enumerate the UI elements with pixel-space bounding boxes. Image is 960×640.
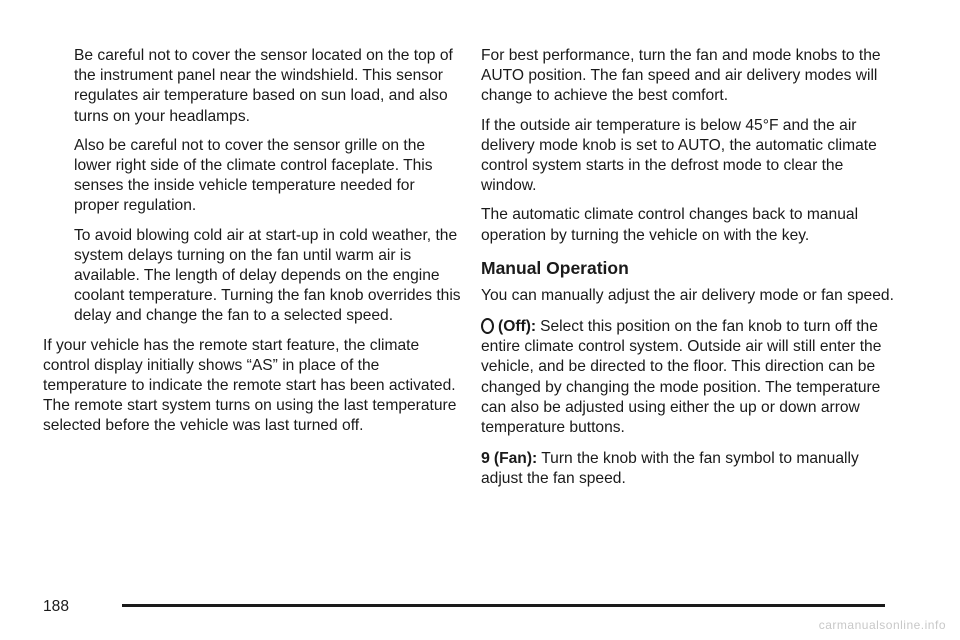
off-term: (Off):: [498, 318, 537, 336]
sensor-grille-paragraph: Also be careful not to cover the sensor grille on the lower right side of the climate control faceplate. This senses the inside vehicle temperature needed for proper regulation.: [74, 136, 433, 215]
best-performance-paragraph: For best performance, turn the fan and mode knobs to the AUTO position. The fan speed and air delivery modes will change to achieve the best comfort.: [481, 47, 881, 105]
footer-rule: [122, 604, 885, 607]
off-description: Select this position on the fan knob to turn off the entire climate control system. Outside air will still enter the vehicle, and be directed to the floor. This direction can be changed by changing the mode position. The temperature can also be adjusted using either the up or down arrow temperature buttons.: [481, 318, 882, 437]
manual-return-paragraph: The automatic climate control changes back to manual operation by turning the vehicle on with the key.: [481, 206, 859, 244]
off-item: [481, 317, 901, 438]
cold-start-paragraph: To avoid blowing cold air at start-up in cold weather, the system delays turning on the fan until warm air is available. The length of delay depends on the engine coolant temperature. Turning the fan knob overrides this delay and change the fan to a selected speed.: [74, 226, 461, 325]
sensor-warning-paragraph: Be careful not to cover the sensor located on the top of the instrument panel near the windshield. This sensor regulates air temperature based on sun load, and also turns on your headlamps.: [74, 47, 453, 125]
left-column: [43, 46, 461, 446]
page-number: 188: [43, 598, 70, 615]
fan-icon: 9: [481, 450, 490, 468]
watermark: carmanualsonline.info: [818, 618, 946, 632]
manual-intro-paragraph: You can manually adjust the air delivery mode or fan speed.: [481, 286, 894, 304]
manual-operation-heading: Manual Operation: [481, 257, 629, 278]
fan-term: (Fan):: [493, 450, 538, 468]
off-circle-icon: [481, 318, 494, 334]
outside-temp-paragraph: If the outside air temperature is below 45°F and the air delivery mode knob is set to AUTO, the automatic climate control system starts in the defrost mode to clear the window.: [481, 116, 877, 195]
fan-description: Turn the knob with the fan symbol to manually adjust the fan speed.: [481, 450, 859, 488]
fan-item: [481, 449, 901, 489]
right-column: [481, 46, 901, 499]
remote-start-paragraph: If your vehicle has the remote start feature, the climate control display initially shows “AS” in place of the temperature to indicate the remote start has been activated. The remote start system turns on using the last temperature selected before the vehicle was last turned off.: [43, 336, 457, 435]
